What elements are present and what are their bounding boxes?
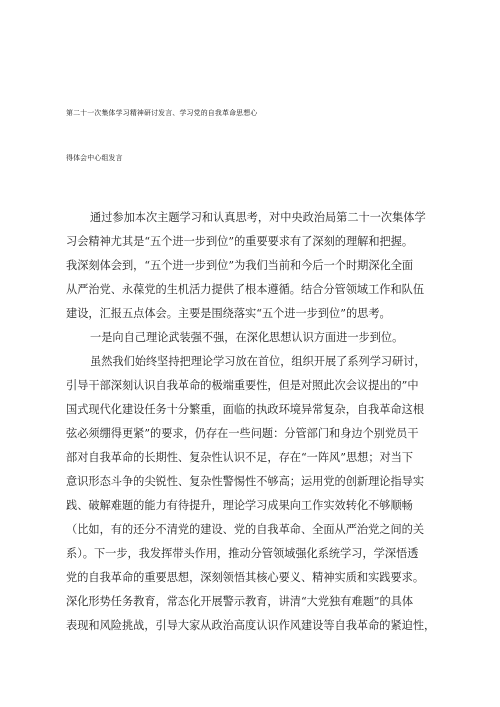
document-title-line-1: 第二十一次集体学习精神研讨发言、学习党的自我革命思想心 [66,109,258,117]
document-title-line-2: 得体会中心组发言 [66,154,123,162]
body-line: 党的自我革命的重要思想，深刻领悟其核心要义、精神实质和实践要求。 [66,571,425,584]
body-line: 表现和风险挑战，引导大家从政治高度认识作风建设等自我革命的紧迫性， [66,619,436,632]
body-line: 弦必须绷得更紧”的要求，仍存在一些问题：分管部门和身边个别党员干 [66,427,419,440]
body-line: 习会精神尤其是“五个进一步到位”的重要要求有了深刻的理解和把握。 [66,235,414,248]
body-line: 国式现代化建设任务十分繁重，面临的执政环境异常复杂，自我革命这根 [66,403,425,416]
body-line: 意识形态斗争的尖锐性、复杂性警惕性不够高；运用党的创新理论指导实 [66,475,425,488]
body-line: 从严治党、永葆党的生机活力提供了根本遵循。结合分管领域工作和队伍 [66,283,425,296]
body-line: 系）。下一步，我发挥带头作用，推动分管领域强化系统学习，学深悟透 [66,547,419,560]
body-line: 我深刻体会到，“五个进一步到位”为我们当前和今后一个时期深化全面 [66,259,414,272]
body-line: 深化形势任务教育，常态化开展警示教育，讲清“大党独有难题”的具体 [66,595,414,608]
body-line: 建设，汇报五点体会。主要是围绕落实“五个进一步到位”的思考。 [66,307,391,320]
body-line: 虽然我们始终坚持把理论学习放在首位，组织开展了系列学习研讨， [90,355,426,368]
body-line: 一是向自己理论武装强不强，在深化思想认识方面进一步到位。 [90,331,404,344]
body-line: 部对自我革命的长期性、复杂性认识不足，存在“一阵风”思想；对当下 [66,451,414,464]
body-line: （比如，有的还分不清党的建设、党的自我革命、全面从严治党之间的关 [66,523,425,536]
body-line: 践、破解难题的能力有待提升，理论学习成果向工作实效转化不够顺畅 [66,499,413,512]
body-line: 引导干部深刻认识自我革命的极端重要性，但是对照此次会议提出的”中 [66,379,419,392]
body-line: 通过参加本次主题学习和认真思考，对中央政治局第二十一次集体学 [90,211,426,224]
